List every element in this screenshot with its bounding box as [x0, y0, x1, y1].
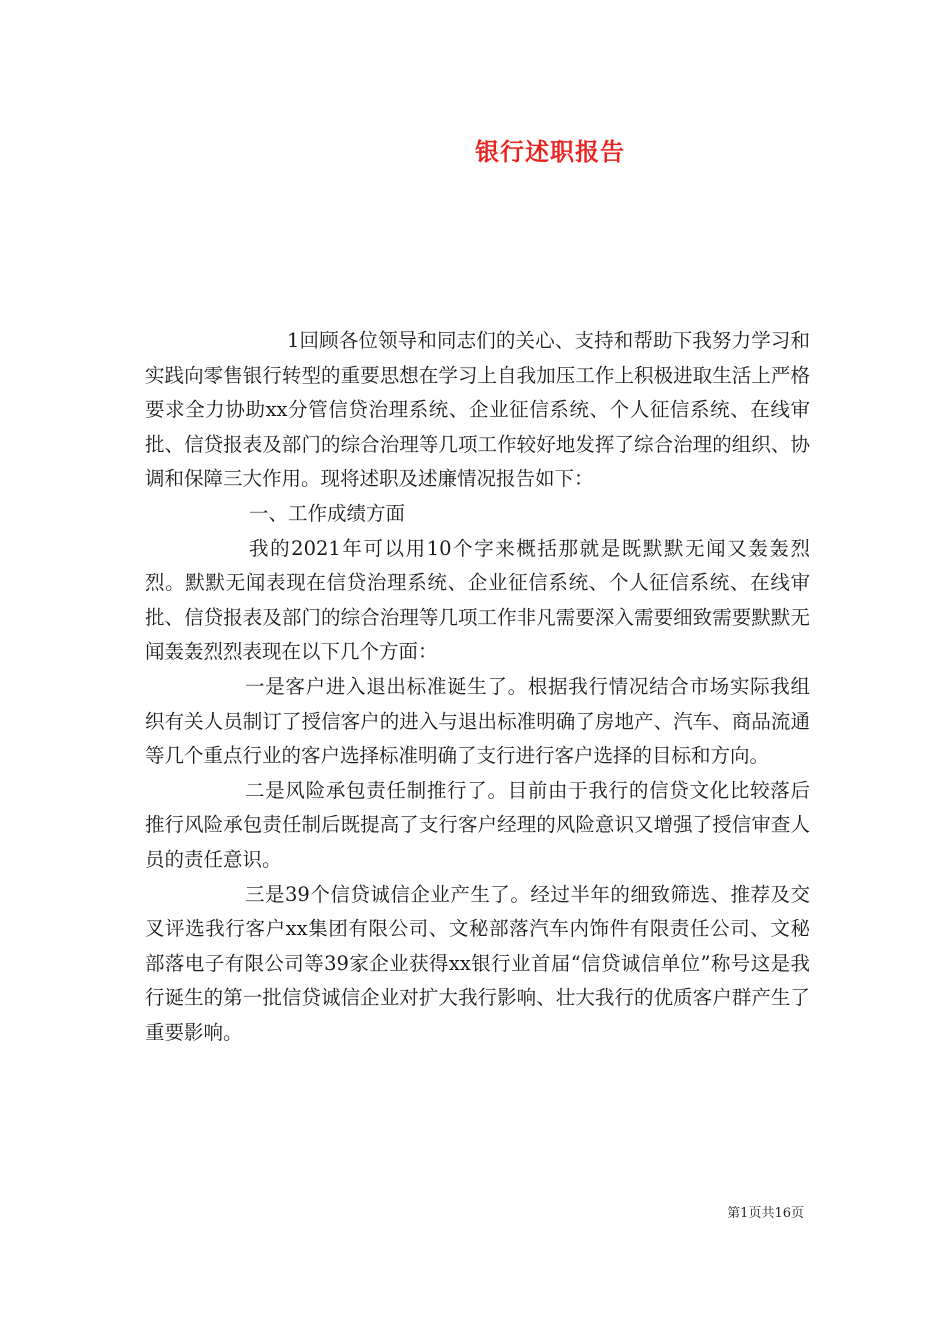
document-title: 银行述职报告: [475, 137, 625, 166]
document-body: [145, 324, 810, 1050]
page-number: 第1页共16页: [727, 1206, 804, 1221]
paragraph-point-three: 三是39个信贷诚信企业产生了。经过半年的细致筛选、推荐及交叉评选我行客户xx集团有限公司、文秘部落汽车内饰件有限责任公司、文秘部落电子有限公司等39家企业获得xx银行业首届“信贷诚信单位”称号这是我行诞生的第一批信贷诚信企业对扩大我行影响、壮大我行的优质客户群产生了重要影响。: [145, 882, 810, 1044]
paragraph-summary: 我的2021年可以用10个字来概括那就是既默默无闻又轰轰烈烈。默默无闻表现在信贷治理系统、企业征信系统、个人征信系统、在线审批、信贷报表及部门的综合治理等几项工作非凡需要深入需要细致需要默默无闻轰轰烈烈表现在以下几个方面：: [145, 536, 810, 664]
paragraph-point-one: 一是客户进入退出标准诞生了。根据我行情况结合市场实际我组织有关人员制订了授信客户的进入与退出标准明确了房地产、汽车、商品流通等几个重点行业的客户选择标准明确了支行进行客户选择的目标和方向。: [145, 674, 810, 768]
section-heading: 一、工作成绩方面: [249, 501, 406, 525]
paragraph-point-two: 二是风险承包责任制推行了。目前由于我行的信贷文化比较落后推行风险承包责任制后既提高了支行客户经理的风险意识又增强了授信审查人员的责任意识。: [145, 778, 810, 871]
paragraph-intro: 1回顾各位领导和同志们的关心、支持和帮助下我努力学习和实践向零售银行转型的重要思想在学习上自我加压工作上积极进取生活上严格要求全力协助xx分管信贷治理系统、企业征信系统、个人征信系统、在线审批、信贷报表及部门的综合治理等几项工作较好地发挥了综合治理的组织、协调和保障三大作用。现将述职及述廉情况报告如下：: [145, 329, 810, 491]
